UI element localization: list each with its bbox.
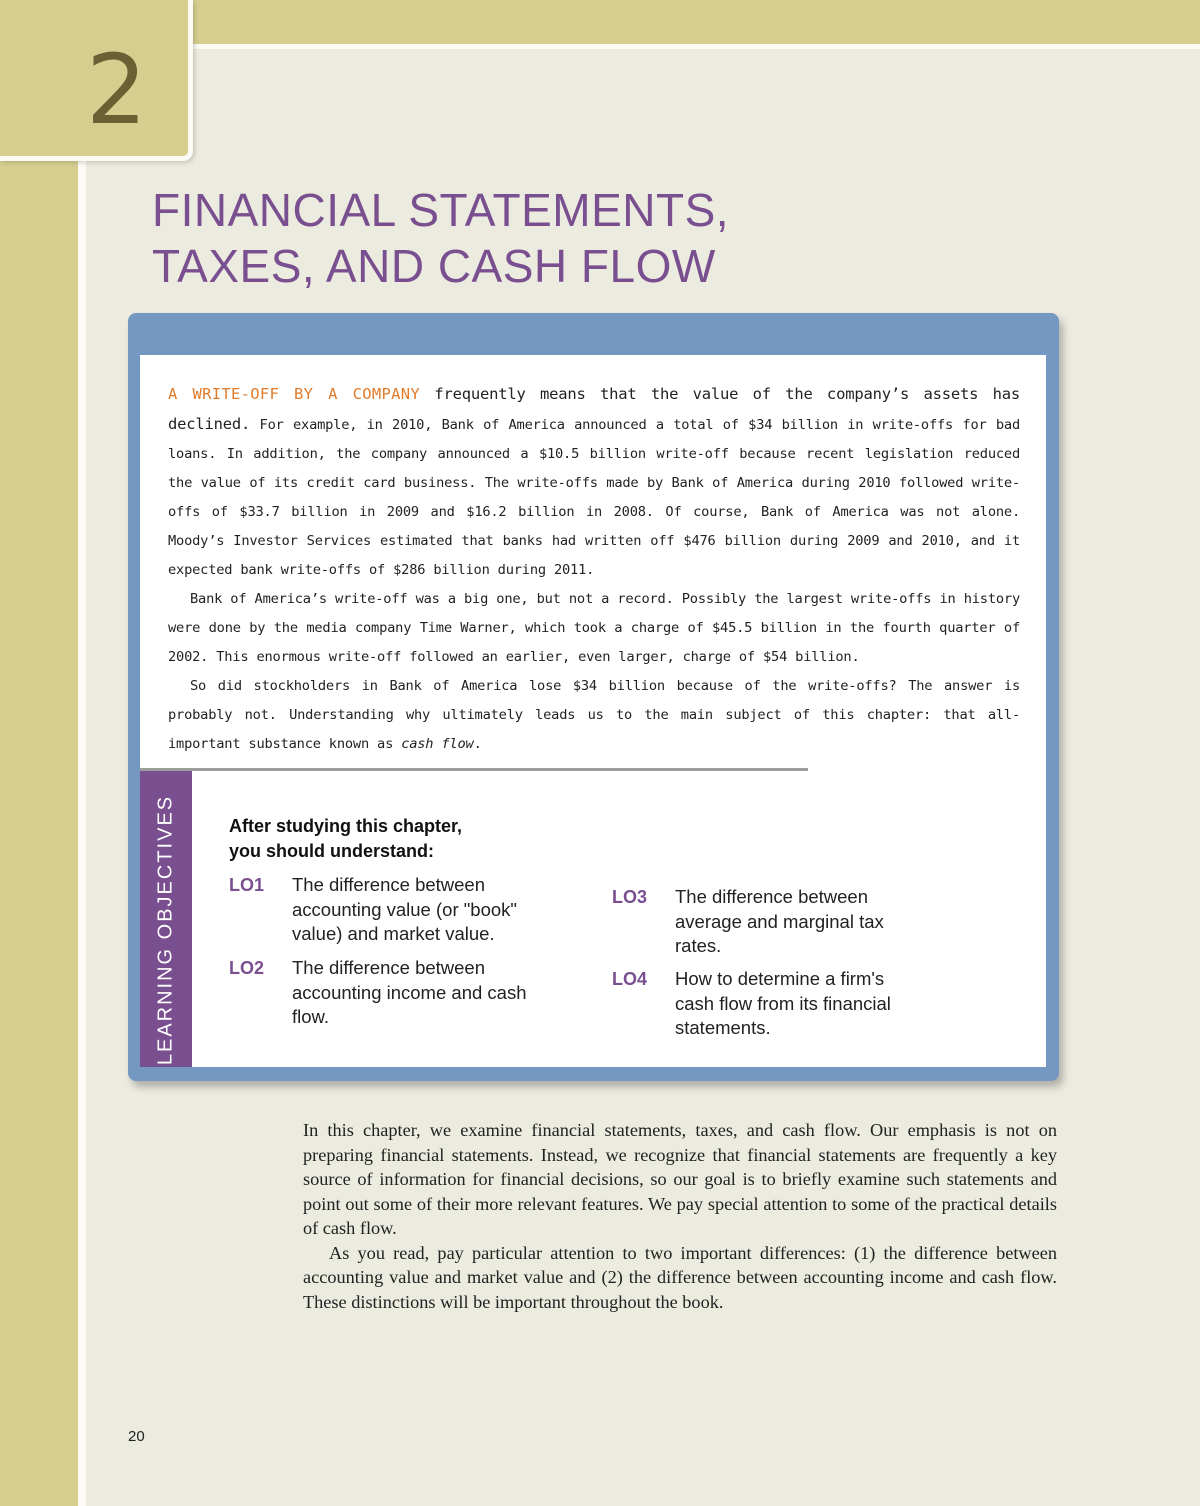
lo-text: How to determine a firm's cash flow from its financial statements.	[675, 968, 891, 1038]
chapter-opener-text	[168, 380, 1020, 759]
lo-text: The difference between accounting value (or "book" value) and market value.	[292, 874, 517, 944]
chapter-body-text	[303, 1118, 1057, 1314]
left-margin-strip	[0, 0, 78, 1506]
lo-intro-line2: you should understand:	[229, 841, 434, 861]
chapter-title-line2: TAXES, AND CASH FLOW	[152, 240, 716, 292]
lead-rest: frequently means that the value of the company’s assets has declined.	[168, 385, 1020, 433]
body-paragraph-2: As you read, pay particular attention to two important differences: (1) the difference between accounting value and market value and (2) the difference between accounting income and cash flow. These distinctions will be important throughout the book.	[303, 1242, 1057, 1312]
lo-intro-line1: After studying this chapter,	[229, 816, 463, 836]
intro-p3-text: So did stockholders in Bank of America lose $34 billion because of the write-offs? The answer is probably not. Understanding why ultimately leads us to the main subject of this chapter: that all-important substance known as	[168, 678, 1020, 752]
cash-flow-term: cash flow	[401, 736, 474, 752]
intro-paragraph-3	[168, 672, 1020, 759]
lo-code: LO3	[612, 887, 648, 907]
section-divider	[140, 768, 808, 771]
learning-objectives-intro	[229, 814, 549, 864]
lead-caps: A WRITE-OFF BY A COMPANY	[168, 385, 420, 403]
chapter-number-box	[0, 0, 193, 161]
intro-paragraph-1-rest: For example, in 2010, Bank of America announced a total of $34 billion in write-offs for bad loans. In addition, the company announced a $10.5 billion write-off because recent legislation reduced the value of its credit card business. The write-offs made by Bank of America during 2010 followed write-offs of $33.7 billion in 2009 and $16.2 billion in 2008. Of course, Bank of America was not alone. Moody’s Investor Services estimated that banks had written off $476 billion during 2009 and 2010, and it expected bank write-offs of $286 billion during 2011.	[168, 417, 1020, 578]
margin-divider	[78, 160, 86, 1506]
lo-text: The difference between accounting income and cash flow.	[292, 957, 527, 1027]
intro-paragraph-1	[168, 380, 1020, 585]
lo-code: LO4	[612, 969, 648, 989]
page-number: 20	[128, 1428, 145, 1445]
body-paragraph-1: In this chapter, we examine financial statements, taxes, and cash flow. Our emphasis is not on preparing financial statements. Instead, we recognize that financial statements are frequently a key source of information for financial decisions, so our goal is to briefly examine such statements and point out some of their more relevant features. We pay special attention to some of the practical details of cash flow.	[303, 1120, 1057, 1238]
lo-code: LO2	[229, 958, 265, 978]
intro-p3-end: .	[473, 736, 482, 752]
chapter-number: 2	[86, 34, 148, 146]
chapter-title-line1: FINANCIAL STATEMENTS,	[152, 184, 730, 236]
top-band	[193, 0, 1200, 44]
intro-paragraph-2: Bank of America’s write-off was a big one, but not a record. Possibly the largest write-offs in history were done by the media company Time Warner, which took a charge of $45.5 billion in the fourth quarter of 2002. This enormous write-off followed an earlier, even larger, charge of $54 billion.	[168, 591, 1020, 665]
chapter-title	[152, 182, 852, 294]
learning-objectives-label: LEARNING OBJECTIVES	[154, 794, 177, 1066]
lo-text: The difference between average and marginal tax rates.	[675, 886, 884, 956]
top-band-divider	[193, 44, 1200, 49]
lo-code: LO1	[229, 875, 265, 895]
